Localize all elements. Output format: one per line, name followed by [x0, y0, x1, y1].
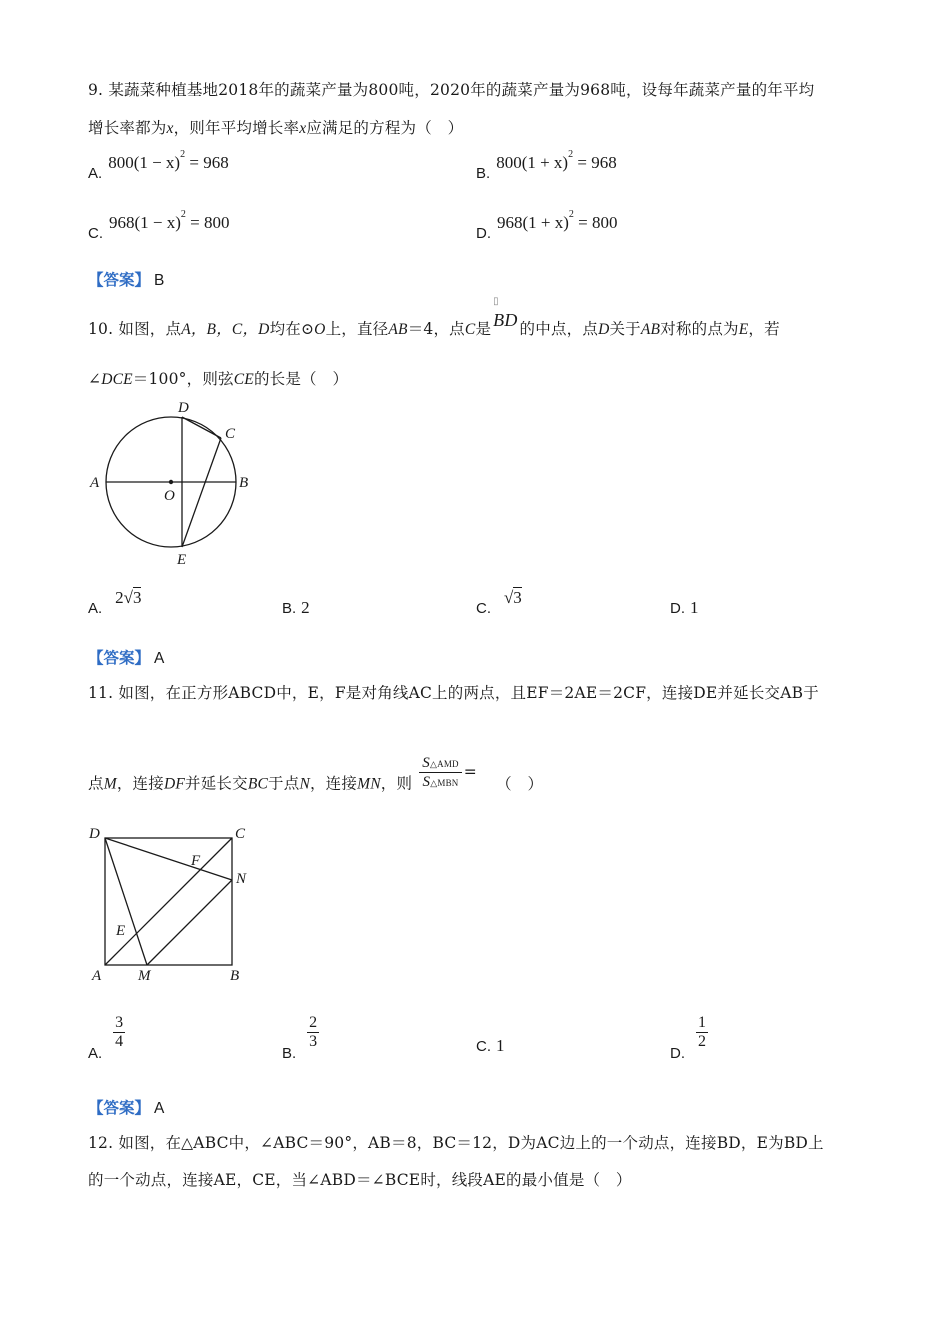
q11-var: DF: [163, 775, 185, 793]
q10-var: C: [464, 321, 476, 338]
option-value: 1: [495, 1036, 505, 1055]
frac-den-sub: △MBN: [430, 778, 459, 788]
q11-stem-line1: 11. 如图，在正方形ABCD中，E，F是对角线AC上的两点，且EF＝2AE＝2CF，连接DE并延长交AB于: [88, 684, 819, 702]
label-d: D: [89, 826, 100, 842]
answer-value: B: [154, 272, 165, 289]
option-label: C.: [88, 225, 103, 242]
option-value: 1: [689, 598, 699, 617]
option-label: D.: [670, 1045, 685, 1063]
q11-text: 于点: [268, 774, 300, 793]
q10-answer: [88, 646, 164, 668]
sqrt-icon: √: [503, 588, 514, 607]
q9-stem-line2: [88, 116, 463, 138]
option-label: D.: [670, 600, 685, 617]
q10-text: 对称的点为: [660, 320, 739, 338]
q9-text: 增长率都为: [88, 119, 167, 137]
option-label: D.: [476, 225, 491, 242]
option-exponent: 2: [180, 209, 186, 220]
answer-tag: 【答案】: [88, 271, 151, 289]
option-math: 800(1 + x): [496, 153, 569, 172]
option-math: 968(1 − x): [109, 213, 181, 232]
q9-var: x: [299, 120, 307, 137]
q10-var: D: [598, 321, 610, 338]
q11-option-b[interactable]: [282, 1014, 319, 1063]
answer-value: A: [154, 650, 165, 667]
q10-option-b[interactable]: [282, 598, 310, 618]
option-math: = 968: [573, 153, 617, 172]
label-b: B: [230, 968, 240, 984]
q11-var: N: [299, 775, 310, 793]
q11-square-figure: [84, 820, 264, 990]
option-math: = 800: [185, 213, 230, 232]
q9-text: ，则年平均增长率: [173, 119, 300, 137]
q9-stem-line1: 9. 某蔬菜种植基地2018年的蔬菜产量为800吨，2020年的蔬菜产量为968吨，设每年蔬菜产量的年平均: [88, 81, 815, 99]
q10-stem-line1: [88, 296, 780, 339]
q9-option-c[interactable]: [88, 209, 230, 243]
q10-text: ，若: [748, 320, 780, 338]
q10-var: AB: [388, 321, 408, 338]
q10-var: DCE: [101, 371, 133, 388]
q10-text: ＝100°，则弦: [132, 370, 234, 388]
option-math: = 800: [573, 213, 618, 232]
q10-option-c[interactable]: [476, 588, 522, 618]
q9-option-a[interactable]: [88, 149, 229, 183]
q10-text: 是: [475, 320, 492, 338]
q11-answer: [88, 1096, 164, 1118]
q9-option-b[interactable]: [476, 149, 617, 183]
label-o: O: [164, 488, 175, 504]
q11-text: ，连接: [309, 774, 358, 793]
q10-var: CE: [233, 371, 254, 388]
option-math: 968(1 + x): [497, 213, 569, 232]
q9-text: 应满足的方程为（ ）: [306, 119, 464, 137]
q10-var: A，B，C，D: [181, 321, 270, 338]
q12-stem-line2: 的一个动点，连接AE，CE，当∠ABD＝∠BCE时，线段AE的最小值是（ ）: [88, 1171, 632, 1189]
q9-option-d[interactable]: [476, 209, 618, 243]
q10-var: E: [738, 321, 749, 338]
q10-var: O: [314, 321, 326, 338]
line-dn: [105, 838, 232, 880]
option-label: C.: [476, 600, 491, 617]
arc-glyph-placeholder: ▯: [493, 296, 499, 307]
center-point: [169, 480, 173, 484]
area-ratio-fraction: [419, 754, 461, 791]
q11-option-d[interactable]: [670, 1014, 708, 1063]
q11-text: 点: [88, 774, 104, 793]
frac-num: S: [422, 755, 430, 771]
q11-stem-line2: [88, 755, 544, 803]
diagonal-ac: [105, 838, 232, 965]
q10-text: 的长是（ ）: [253, 370, 349, 388]
q11-text: 并延长交: [185, 774, 248, 793]
arc-bd: BD: [493, 310, 518, 330]
label-c: C: [225, 426, 236, 442]
equals-sign: =: [463, 762, 477, 781]
frac-den: S: [422, 774, 431, 790]
q10-text: 关于: [609, 320, 641, 338]
line-mn: [147, 880, 232, 965]
label-c: C: [235, 826, 246, 842]
answer-tag: 【答案】: [88, 649, 151, 667]
option-math: 800(1 − x): [108, 153, 181, 172]
option-label: A.: [88, 600, 103, 617]
chord-ce: [182, 438, 221, 547]
q10-text: ∠: [88, 370, 102, 388]
label-e: E: [116, 923, 126, 939]
option-numerator: 2: [309, 1014, 318, 1031]
option-label: A.: [88, 1045, 103, 1063]
q10-text: ＝4，点: [407, 320, 465, 338]
label-m: M: [138, 968, 151, 984]
q10-text: 上，直径: [325, 320, 389, 338]
q9-answer: [88, 268, 164, 290]
option-numerator: 1: [697, 1014, 706, 1031]
option-denominator: 4: [115, 1032, 124, 1050]
q11-option-a[interactable]: [88, 1014, 125, 1063]
q10-circle-figure: [84, 396, 264, 571]
label-e: E: [177, 552, 187, 568]
label-d: D: [178, 400, 189, 416]
label-b: B: [239, 475, 249, 491]
sqrt-icon: √: [123, 588, 133, 607]
q11-option-c[interactable]: [476, 1036, 504, 1056]
line-dm: [105, 838, 147, 965]
label-f: F: [191, 853, 201, 869]
frac-num-sub: △AMD: [430, 759, 459, 769]
option-exponent: 2: [568, 209, 574, 220]
label-n: N: [236, 871, 247, 887]
option-exponent: 2: [180, 149, 186, 160]
q10-var: AB: [640, 321, 661, 338]
q10-text: 均在⊙: [269, 320, 315, 338]
option-exponent: 2: [568, 149, 574, 160]
q10-stem-line2: [88, 367, 348, 389]
option-label: B.: [282, 600, 297, 617]
q10-text: 的中点，点: [519, 320, 599, 338]
q9-var: x: [166, 120, 174, 137]
answer-value: A: [154, 1100, 165, 1117]
q11-var: BC: [247, 775, 269, 793]
q10-text: 10. 如图，点: [88, 320, 182, 338]
option-label: C.: [476, 1038, 491, 1055]
q11-var: MN: [357, 775, 381, 793]
q11-var: M: [103, 775, 117, 793]
label-a: A: [90, 475, 100, 491]
option-math: = 968: [185, 153, 229, 172]
option-label: B.: [476, 165, 491, 182]
q11-text: ，连接: [116, 774, 164, 793]
option-numerator: 3: [115, 1014, 124, 1031]
option-denominator: 2: [697, 1032, 706, 1050]
q10-option-d[interactable]: [670, 598, 698, 618]
option-radicand: 3: [132, 588, 142, 607]
label-a: A: [92, 968, 102, 984]
option-denominator: 3: [309, 1032, 318, 1050]
option-radicand: 3: [513, 588, 522, 607]
option-label: B.: [282, 1045, 297, 1063]
option-coef: 2: [115, 588, 124, 607]
q11-text: （ ）: [496, 774, 544, 793]
option-label: A.: [88, 165, 103, 182]
q12-stem-line1: 12. 如图，在△ABC中，∠ABC＝90°，AB＝8，BC＝12，D为AC边上的一个动点，连接BD，E为BD上: [88, 1134, 824, 1152]
answer-tag: 【答案】: [88, 1099, 151, 1117]
chord-dc: [182, 417, 221, 438]
q10-option-a[interactable]: [88, 588, 142, 618]
q11-text: ，则: [380, 774, 413, 793]
option-value: 2: [301, 598, 310, 617]
